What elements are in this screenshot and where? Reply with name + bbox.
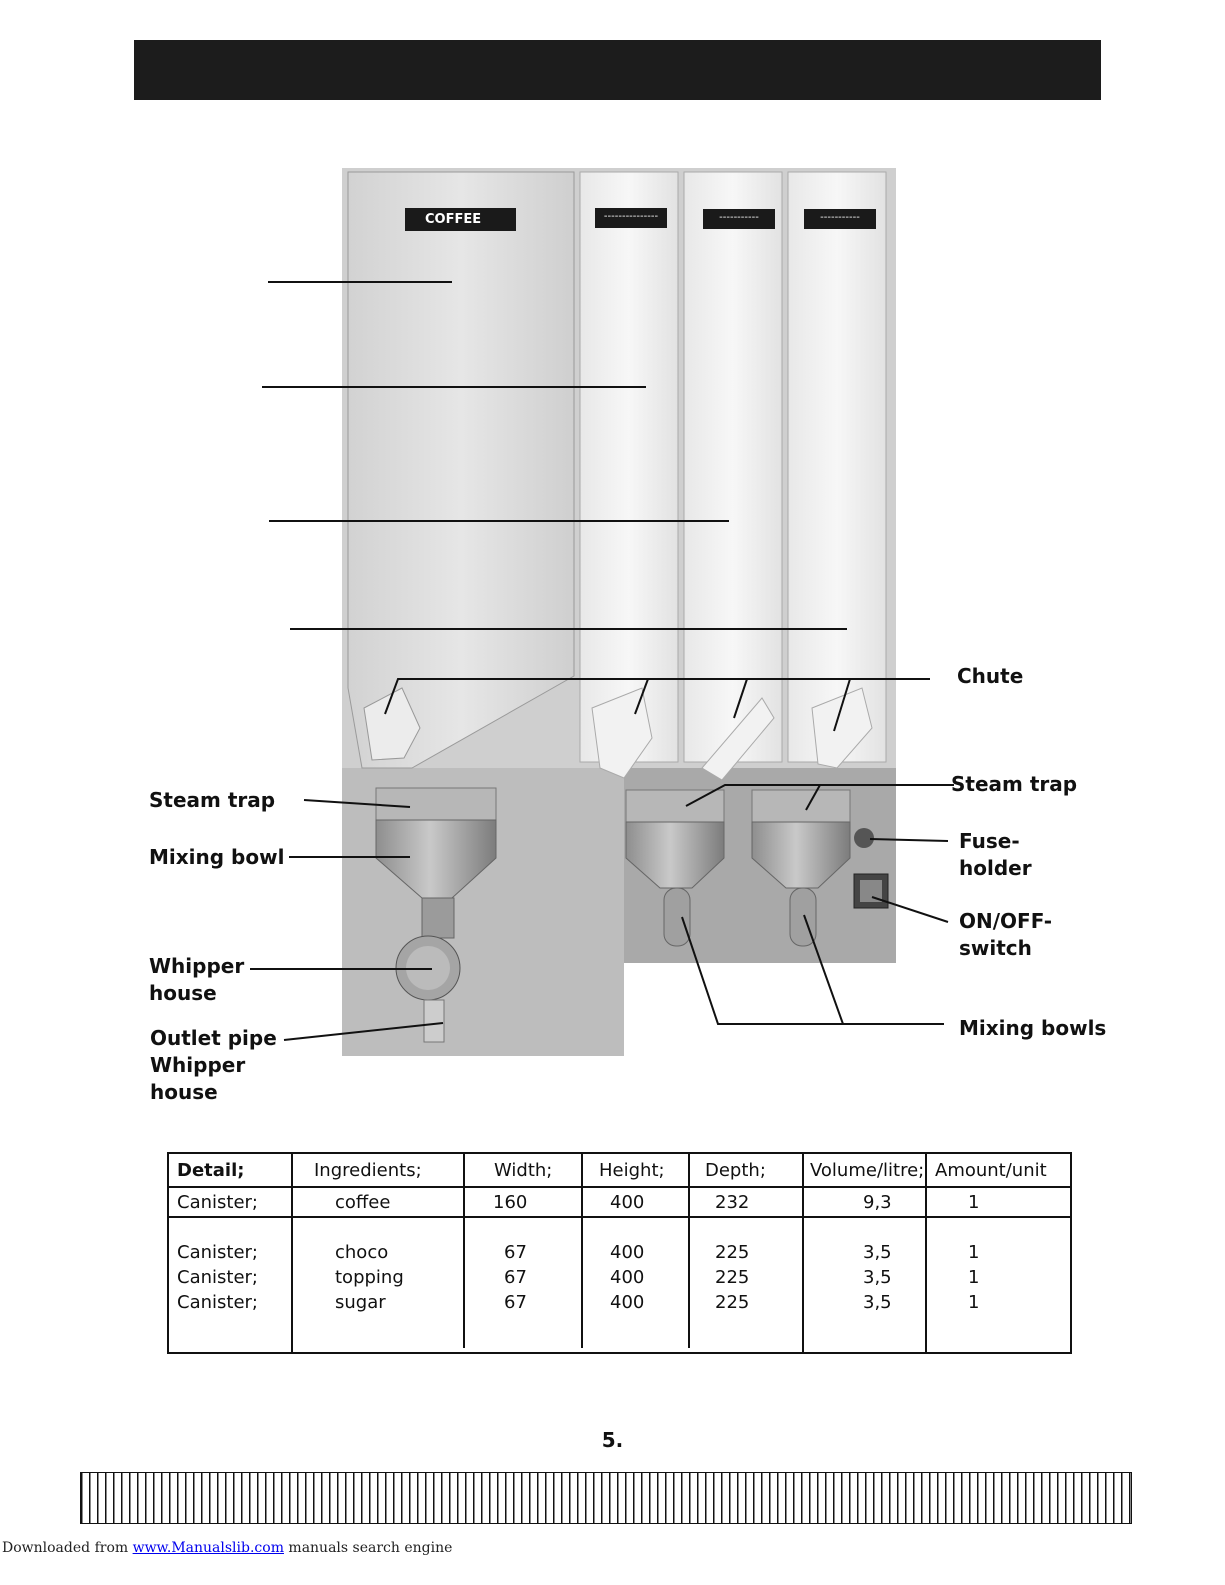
cell-depth: 232: [715, 1192, 750, 1213]
cell-amount: 1: [968, 1267, 980, 1288]
cell-height: 400: [610, 1192, 645, 1213]
table-divider: [925, 1154, 927, 1352]
callout-outlet-line2: Whipper: [150, 1053, 246, 1077]
cell-ingredient: topping: [335, 1267, 404, 1288]
table-divider: [688, 1154, 690, 1348]
steam-trap-right-leader-2: [806, 785, 820, 810]
table-rule: [169, 1186, 1070, 1188]
cell-volume: 3,5: [863, 1267, 892, 1288]
cell-volume: 3,5: [863, 1242, 892, 1263]
download-prefix: Downloaded from: [2, 1540, 133, 1556]
steam-trap-right-leader: [686, 785, 954, 806]
table-rule: [169, 1216, 1070, 1218]
callout-fuse-holder-line2: holder: [959, 856, 1032, 880]
header-ingredients: Ingredients;: [314, 1160, 422, 1181]
callout-whipper-line2: house: [149, 981, 217, 1005]
cell-width: 67: [504, 1242, 527, 1263]
mixing-bowls-leader: [682, 917, 944, 1024]
callout-chute: Chute: [957, 664, 1024, 688]
cell-ingredient: choco: [335, 1242, 389, 1263]
callout-steam-trap-left: Steam trap: [149, 788, 276, 812]
callout-on-off-line2: switch: [959, 936, 1032, 960]
cell-detail: Canister;: [177, 1242, 258, 1263]
chute-leader-2: [635, 679, 648, 714]
chute-leader-4: [834, 679, 850, 731]
callout-on-off-switch: [959, 908, 1052, 962]
on-off-leader: [872, 897, 948, 922]
callout-steam-trap-right: Steam trap: [951, 772, 1078, 796]
cell-depth: 225: [715, 1292, 750, 1313]
manualslib-link[interactable]: www.Manualslib.com: [132, 1540, 284, 1556]
spec-table: [167, 1152, 1072, 1354]
cell-depth: 225: [715, 1242, 750, 1263]
cell-depth: 225: [715, 1267, 750, 1288]
fuse-holder-leader: [870, 839, 948, 841]
callout-whipper-house: [149, 953, 244, 1007]
mixing-bowls-leader-2: [804, 915, 843, 1024]
cell-volume: 3,5: [863, 1292, 892, 1313]
outlet-pipe-leader: [284, 1023, 443, 1040]
table-divider: [802, 1154, 804, 1352]
cell-height: 400: [610, 1242, 645, 1263]
steam-trap-left-leader: [304, 800, 410, 807]
cell-ingredient: sugar: [335, 1292, 386, 1313]
page-number: 5.: [601, 1428, 624, 1452]
header-detail: Detail;: [177, 1160, 245, 1181]
cell-height: 400: [610, 1292, 645, 1313]
header-amount: Amount/unit: [935, 1160, 1047, 1181]
cell-width: 67: [504, 1267, 527, 1288]
callout-outlet-line3: house: [150, 1080, 218, 1104]
cell-height: 400: [610, 1267, 645, 1288]
header-depth: Depth;: [705, 1160, 766, 1181]
header-height: Height;: [599, 1160, 665, 1181]
canister-label-2: ---------------: [595, 208, 667, 228]
callout-fuse-holder: [959, 828, 1032, 882]
callout-outlet-line1: Outlet pipe: [150, 1026, 277, 1050]
callout-outlet-pipe: [150, 1025, 277, 1106]
cell-detail: Canister;: [177, 1192, 258, 1213]
cell-width: 160: [493, 1192, 528, 1213]
cell-width: 67: [504, 1292, 527, 1313]
callout-fuse-holder-line1: Fuse-: [959, 829, 1020, 853]
cell-amount: 1: [968, 1192, 980, 1213]
canister-label-coffee: COFFEE: [405, 208, 516, 231]
table-divider: [463, 1154, 465, 1348]
canister-label-4: -----------: [804, 209, 876, 229]
canister-label-3: -----------: [703, 209, 775, 229]
chute-leader-3: [734, 679, 747, 718]
table-divider: [581, 1154, 583, 1348]
header-width: Width;: [494, 1160, 553, 1181]
footer-stripe-bar: [80, 1472, 1132, 1524]
callout-mixing-bowls: Mixing bowls: [959, 1016, 1107, 1040]
header-volume: Volume/litre;: [810, 1160, 925, 1181]
callout-whipper-line1: Whipper: [149, 954, 245, 978]
callout-mixing-bowl: Mixing bowl: [149, 845, 285, 869]
cell-detail: Canister;: [177, 1292, 258, 1313]
cell-amount: 1: [968, 1242, 980, 1263]
cell-amount: 1: [968, 1292, 980, 1313]
cell-volume: 9,3: [863, 1192, 892, 1213]
table-divider: [291, 1154, 293, 1352]
cell-ingredient: coffee: [335, 1192, 391, 1213]
cell-detail: Canister;: [177, 1267, 258, 1288]
download-suffix: manuals search engine: [283, 1540, 453, 1556]
callout-on-off-line1: ON/OFF-: [959, 909, 1053, 933]
download-note: [2, 1540, 452, 1556]
